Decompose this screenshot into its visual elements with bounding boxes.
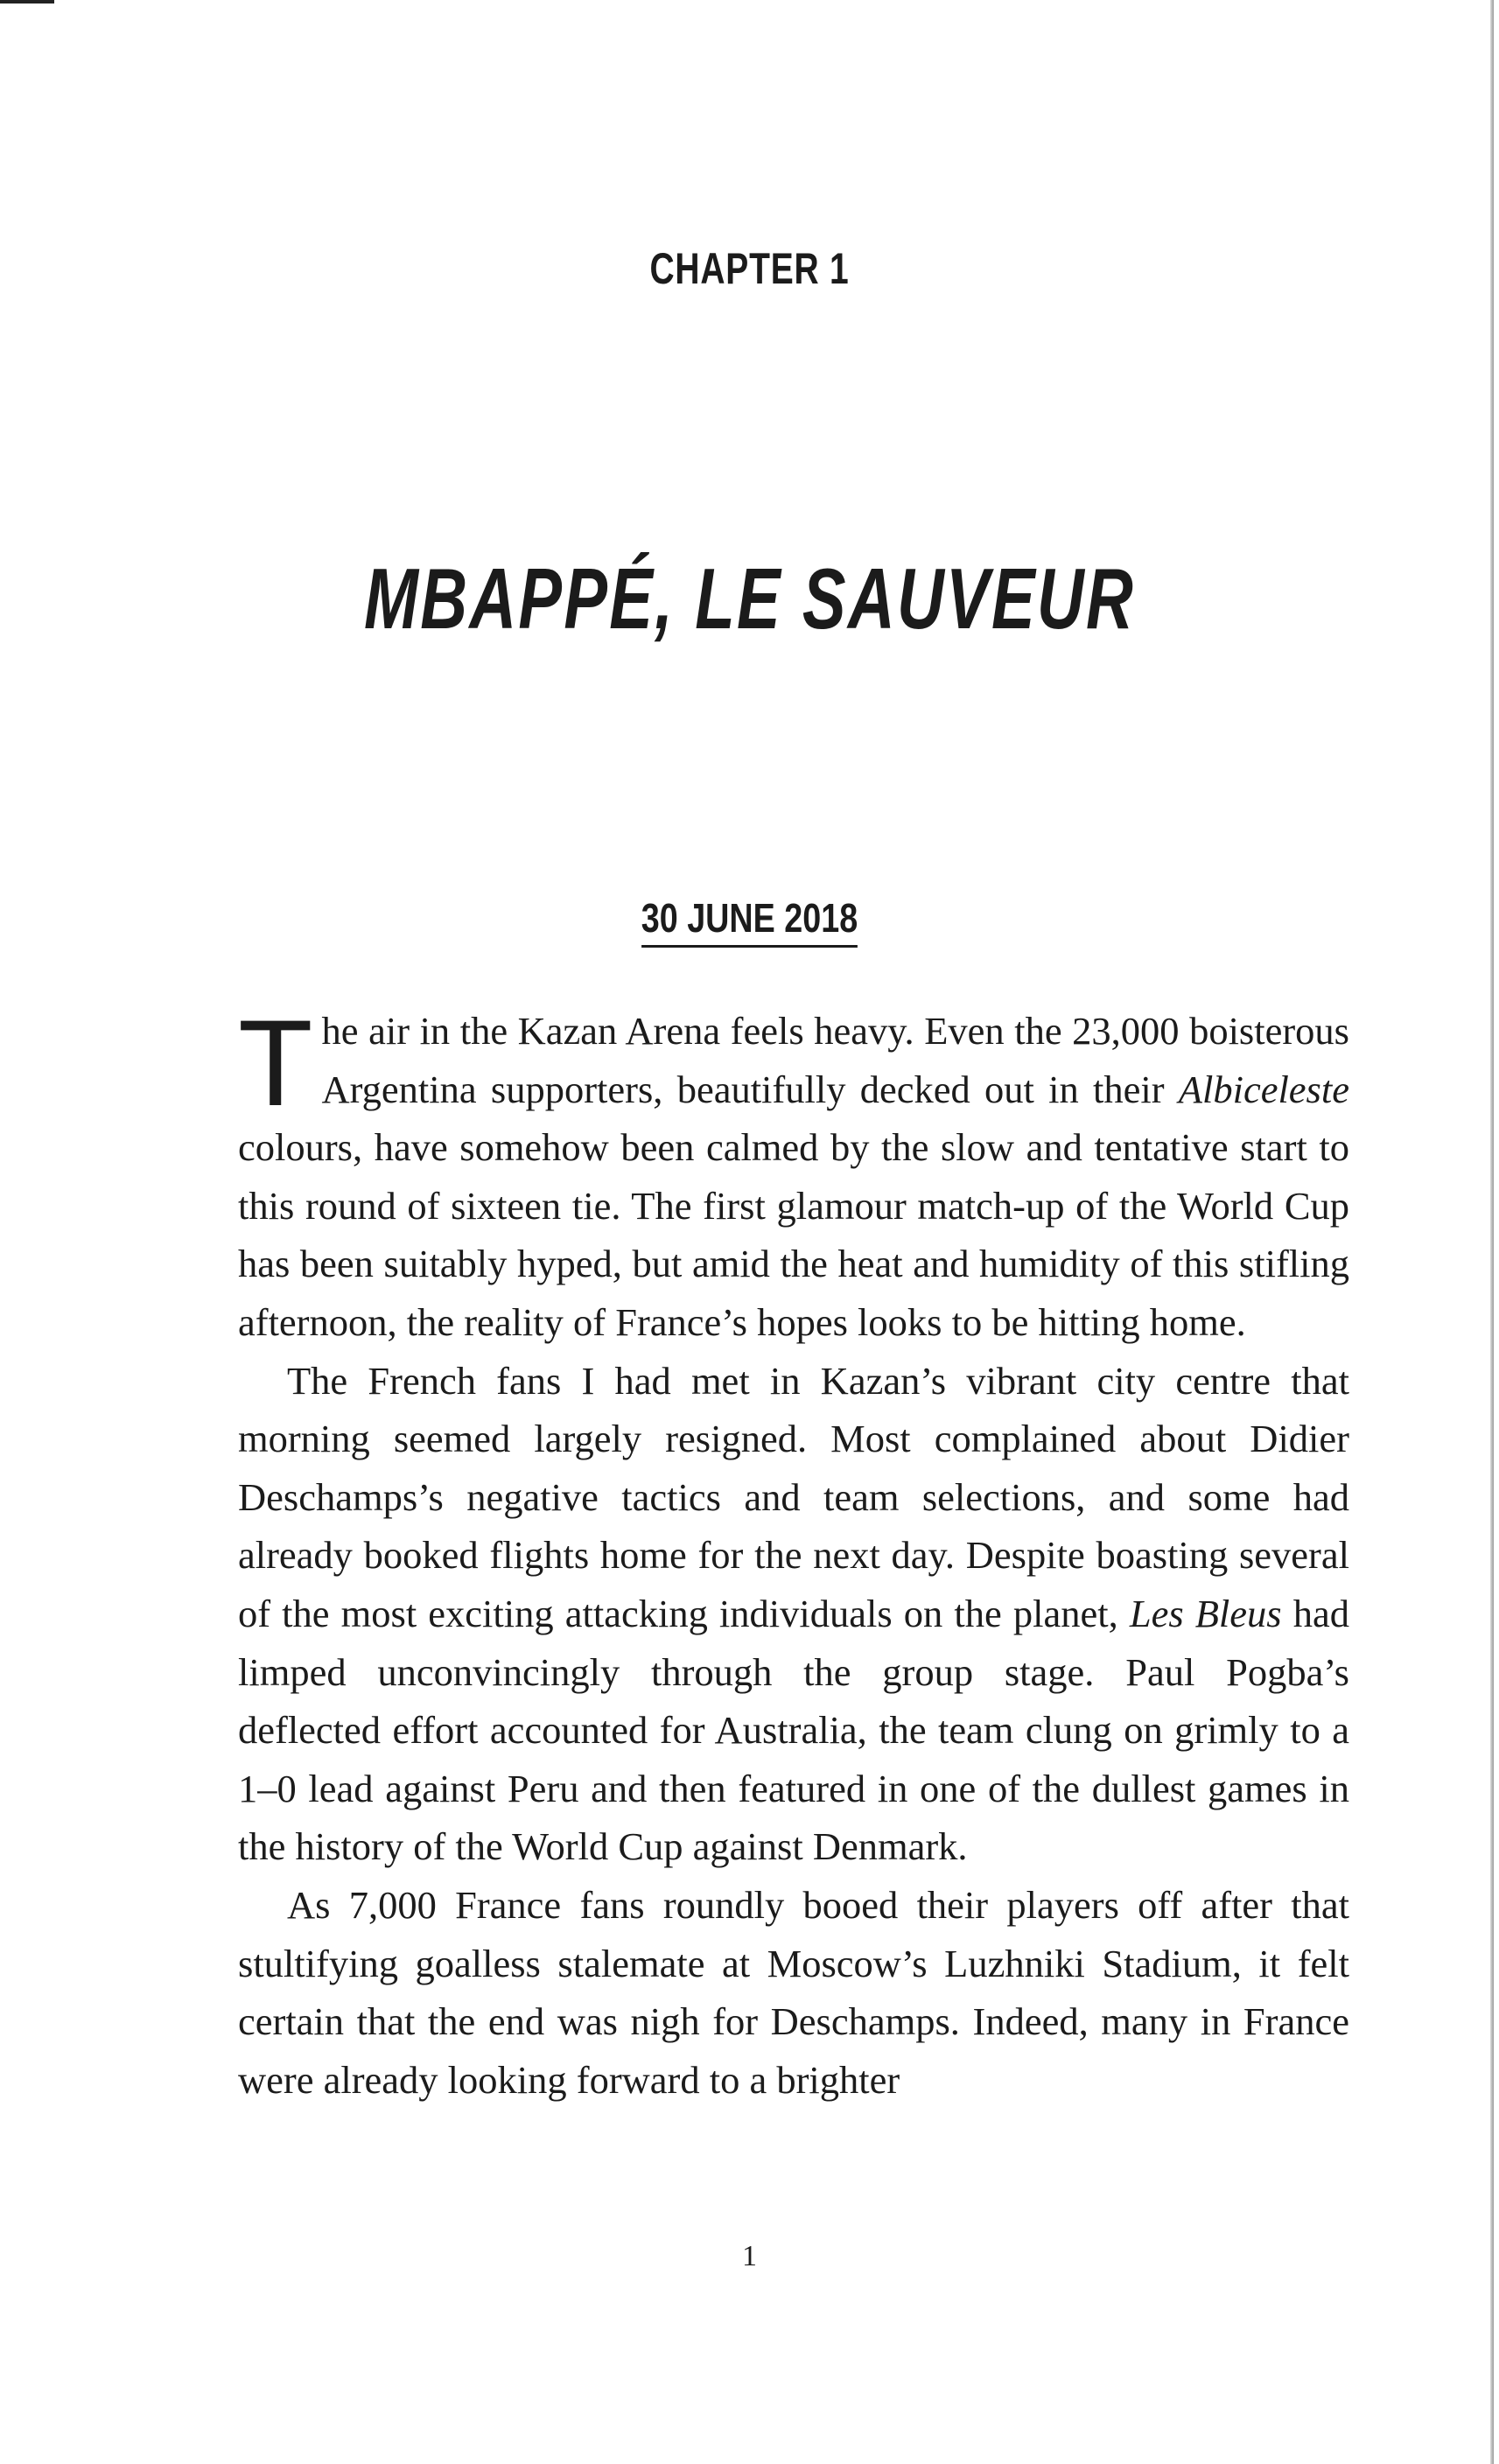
paragraph-3: [238, 1876, 1349, 2109]
drop-cap: T: [238, 994, 313, 1131]
paragraph-2-text-b: had limped unconvincingly through the group stage. Paul Pogba’s deflected effort accounted for Australia, the team clung on grimly to a 1–0 lead against Peru and then featured in one of the dullest games in the history of the World Cup against Denmark.: [238, 1591, 1349, 1869]
page-edge-shadow: [1490, 0, 1494, 2464]
page-number: 1: [742, 2240, 757, 2272]
paragraph-1-text-a: he air in the Kazan Arena feels heavy. Even the 23,000 boisterous Argentina supporters, beautifully decked out in their: [321, 1009, 1349, 1111]
section-date-heading: [135, 894, 1364, 948]
paragraph-3-text: As 7,000 France fans roundly booed their players off after that stultifying goalless stalemate at Moscow’s Luzhniki Stadium, it felt certain that the end was nigh for Deschamps. Indeed, many in France were already looking forward to a brighter: [238, 1882, 1349, 2102]
chapter-title: MBAPPÉ, LE SAUVEUR: [363, 550, 1136, 647]
chapter-label: CHAPTER 1: [649, 244, 850, 293]
paragraph-1: [238, 994, 1349, 1352]
section-date: 30 JUNE 2018: [641, 894, 858, 948]
paragraph-2-text-a: The French fans I had met in Kazan’s vibrant city centre that morning seemed largely resigned. Most complained about Didier Deschamps’s negative tactics and team selections, and some had already booked flights home for the next day. Despite boasting several of the most exciting attacking individuals on the planet,: [238, 1358, 1349, 1635]
body-text: [238, 994, 1349, 2109]
paragraph-1-italic: Albiceleste: [1178, 1067, 1349, 1111]
paragraph-1-text-b: colours, have somehow been calmed by the slow and tentative start to this round of sixteen tie. The first glamour match-up of the World Cup has been suitably hyped, but amid the heat and humidity of this stifling afternoon, the reality of France’s hopes looks to be hitting home.: [238, 1125, 1349, 1344]
paragraph-2-italic: Les Bleus: [1129, 1591, 1282, 1635]
paragraph-2: [238, 1352, 1349, 1876]
page-top-rule: [0, 0, 54, 4]
